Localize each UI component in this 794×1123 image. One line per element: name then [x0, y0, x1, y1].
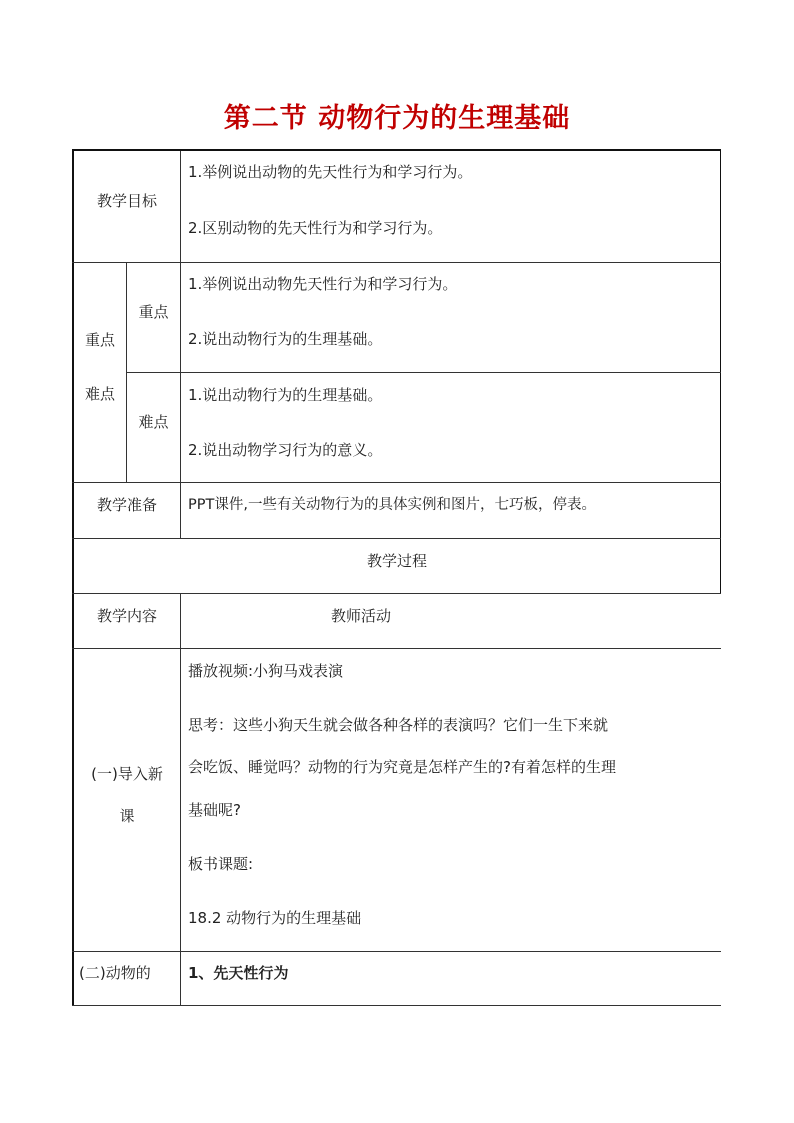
row-divider — [126, 372, 721, 373]
key-difficult-label: 重点 — [84, 331, 115, 349]
key-difficult-label: 难点 — [84, 385, 115, 403]
section1-line: 基础呢? — [188, 801, 241, 819]
section2-heading: 1、先天性行为 — [188, 964, 289, 982]
row-divider — [72, 149, 721, 151]
column-divider — [180, 593, 181, 1005]
section2-label: (二)动物的 — [79, 964, 151, 982]
section1-line: 思考：这些小狗天生就会做各种各样的表演吗？它们一生下来就 — [188, 716, 609, 734]
section1-line: 18.2 动物行为的生理基础 — [188, 909, 362, 927]
preparation-label: 教学准备 — [96, 496, 157, 514]
content-column-header: 教学内容 — [96, 607, 157, 625]
page-title: 第二节 动物行为的生理基础 — [223, 103, 571, 134]
objective-item: 2.区别动物的先天性行为和学习行为。 — [188, 219, 443, 237]
section1-label: 课 — [119, 807, 135, 825]
row-divider — [72, 538, 721, 539]
process-header: 教学过程 — [366, 552, 427, 570]
preparation-text: PPT课件,一些有关动物行为的具体实例和图片，七巧板，停表。 — [188, 497, 596, 513]
section1-line: 播放视频:小狗马戏表演 — [188, 662, 344, 680]
row-divider — [72, 648, 721, 649]
section1-line: 板书课题: — [188, 855, 254, 873]
difficult-point-item: 1.说出动物行为的生理基础。 — [188, 386, 383, 404]
objectives-label: 教学目标 — [96, 192, 157, 210]
difficult-points-label: 难点 — [138, 413, 169, 431]
key-point-item: 1.举例说出动物先天性行为和学习行为。 — [188, 275, 458, 293]
section1-line: 会吃饭、睡觉吗？动物的行为究竟是怎样产生的?有着怎样的生理 — [188, 758, 616, 776]
row-divider — [72, 1005, 721, 1006]
column-divider — [180, 149, 181, 538]
row-divider — [72, 262, 721, 263]
key-point-item: 2.说出动物行为的生理基础。 — [188, 330, 383, 348]
table-border-left — [72, 149, 74, 1005]
section1-label: (一)导入新 — [91, 765, 163, 783]
objective-item: 1.举例说出动物的先天性行为和学习行为。 — [188, 163, 473, 181]
table-border-right — [720, 149, 721, 593]
difficult-point-item: 2.说出动物学习行为的意义。 — [188, 441, 383, 459]
teacher-column-header: 教师活动 — [331, 607, 392, 625]
row-divider — [72, 951, 721, 952]
row-divider — [72, 593, 721, 594]
key-points-label: 重点 — [138, 303, 169, 321]
row-divider — [72, 482, 721, 483]
